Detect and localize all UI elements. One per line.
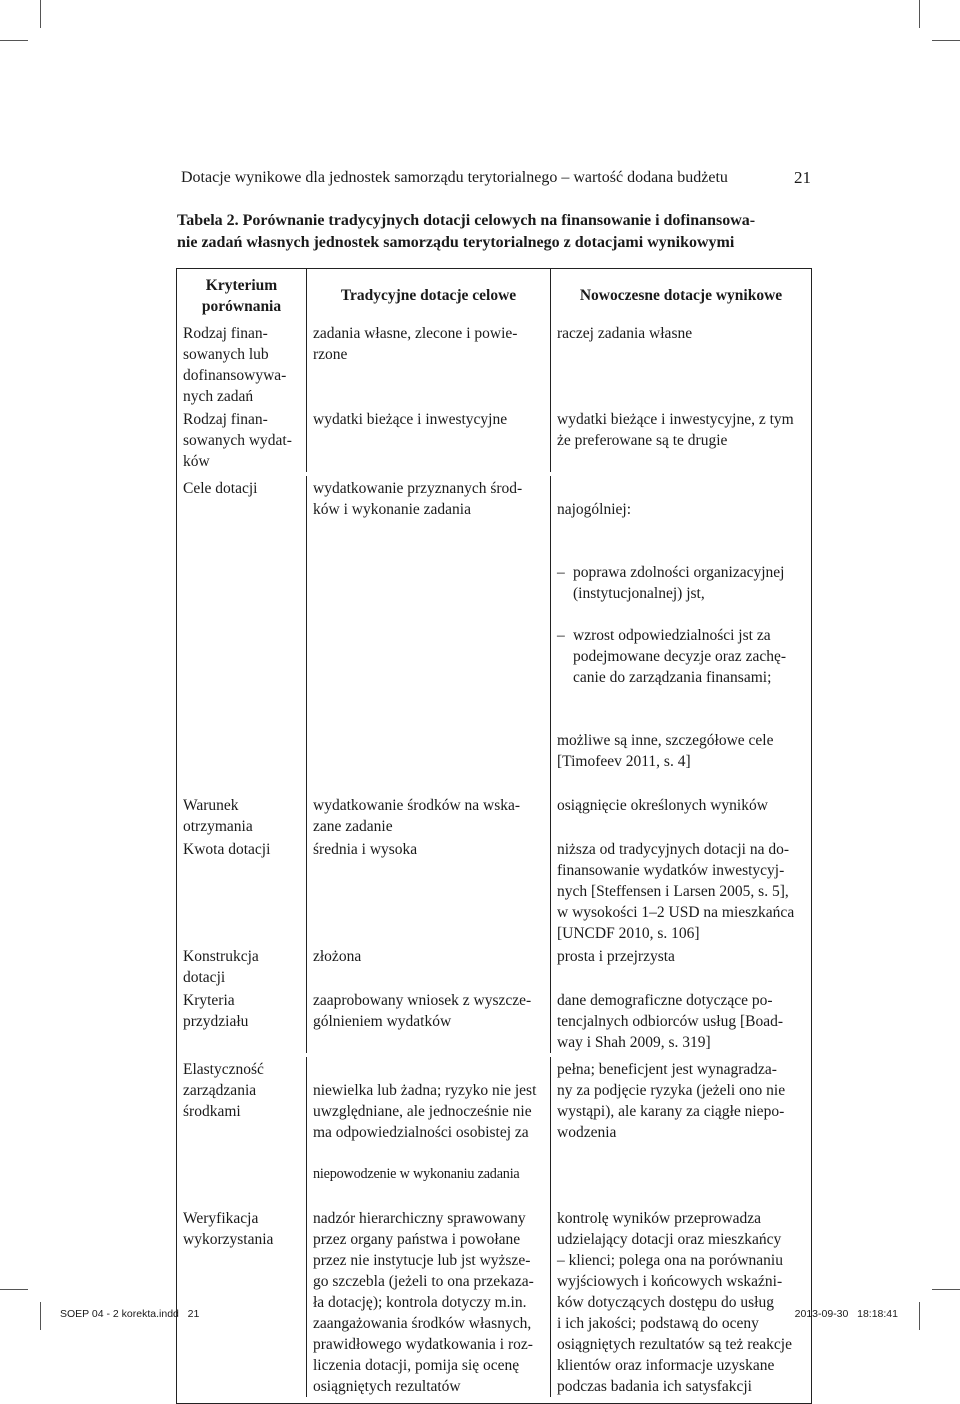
table-row [177,793,811,837]
traditional-cell: zadania własne, zlecone i powie- rzone [306,321,551,407]
criterion-cell: Weryfikacja wykorzystania [183,1210,274,1248]
caption-title: Porównanie tradycyjnych dotacji celowych na finansowanie i dofinansowa- [242,212,756,229]
criterion-cell: Kwota dotacji [183,841,271,858]
crop-mark [919,1302,920,1330]
modern-cell: pełna; beneficjent jest wynagradza- ny za podjęcie ryzyka (jeżeli ono nie wystąpi), ale karany za ciągłe niepo- wodzenia [557,1061,786,1141]
table-row [177,944,811,988]
criterion-cell: Kryteria przydziału [183,992,249,1030]
criterion-cell: Konstrukcja dotacji [183,948,259,986]
table-row [177,988,811,1053]
goals-list-item: – wzrost odpowiedzialności jst za podejmowane decyzje oraz zachę- canie do zarządzania finansami; [557,625,805,688]
modern-cell: niższa od tradycyjnych dotacji na do- finansowanie wydatków inwestycyj- nych [Steffensen i Larsen 2005, s. 5], w wysokości 1–2 USD na mieszkańca [UNCDF 2010, s. 106] [557,841,795,942]
modern-cell-intro: najogólniej: [557,501,632,518]
header-modern: Nowoczesne dotacje wynikowe [579,287,783,304]
traditional-cell: wydatkowanie przyznanych środ- ków i wykonanie zadania [306,476,551,793]
table-row [177,407,811,472]
traditional-cell [306,1057,551,1206]
caption-title-cont: nie zadań własnych jednostek samorządu terytorialnego z dotacjami wynikowymi [177,234,735,251]
print-slug-file: SOEP 04 - 2 korekta.indd 21 [60,1308,200,1320]
table-row [177,472,811,793]
criterion-cell: Rodzaj finan- sowanych lub dofinansowywa- nych zadań [183,325,287,405]
page-number: 21 [794,168,811,187]
modern-cell: kontrolę wyników przeprowadza udzielający dotacji oraz mieszkańcy – klienci; polega ona na porównaniu wyjściowych i końcowych wskaźni- ków dotyczących dostępu do usług i ich jakości; podstawą do oceny osiągniętych rezultatów są też reakcje klientów oraz informacje uzyskane podczas badania ich satysfakcji [557,1210,792,1395]
comparison-table [176,268,812,1404]
crop-mark [40,0,41,28]
goals-list-item: – poprawa zdolności organizacyjnej (instytucjonalnej) jst, [557,562,805,604]
running-head [181,168,811,188]
traditional-cell: złożona [306,944,551,988]
modern-cell: osiągnięcie określonych wyników [557,797,768,814]
criterion-cell: Warunek otrzymania [183,797,253,835]
criterion-cell: Rodzaj finan- sowanych wydat- ków [183,411,292,470]
traditional-cell: zaaprobowany wniosek z wyszcze- gólnieniem wydatków [306,988,551,1053]
running-head-title: Dotacje wynikowe dla jednostek samorządu terytorialnego – wartość dodana budżetu [181,169,728,186]
traditional-cell-text: niewielka lub żadna; ryzyko nie jest uwzględniane, ale jednocześnie nie ma odpowiedzialności osobistej za [313,1082,537,1141]
modern-cell: prosta i przejrzysta [557,948,675,965]
print-slug-timestamp: 2013-09-30 18:18:41 [794,1308,898,1320]
modern-cell: wydatki bieżące i inwestycyjne, z tym że preferowane są te drugie [557,411,794,449]
traditional-cell: wydatkowanie środków na wska- zane zadanie [306,793,551,837]
header-criterion: Kryterium porównania [201,277,282,315]
traditional-cell: średnia i wysoka [306,837,551,944]
table-row [177,321,811,407]
crop-mark [0,40,28,41]
table-row [177,1053,811,1206]
criterion-cell: Elastyczność zarządzania środkami [183,1061,264,1120]
traditional-cell: wydatki bieżące i inwestycyjne [306,407,551,472]
goals-list [557,541,805,709]
table-row [177,1206,811,1403]
modern-cell: dane demograficzne dotyczące po- tencjalnych odbiorców usług [Boad- way i Shah 2009, s. 319] [557,992,783,1051]
crop-mark [0,1289,28,1290]
criterion-cell: Cele dotacji [183,480,258,497]
traditional-cell: nadzór hierarchiczny sprawowany przez organy państwa i powołane przez nie instytucje lub jst wyższe- go szczebla (jeżeli to ona przekaza- ła dotację); kontrola dotyczy m.in. zaangażowania środków własnych, prawidłowego wydatkowania i roz- liczenia dotacji, pomija się ocenę osiągniętych rezultatów [306,1206,551,1397]
modern-cell [551,476,811,793]
caption-label: Tabela 2. [177,212,239,229]
modern-cell: raczej zadania własne [557,325,693,342]
table-header-row [177,269,811,321]
crop-mark [40,1302,41,1330]
table-row [177,837,811,944]
traditional-cell-text-condensed: niepowodzenie w wykonaniu zadania [313,1166,520,1182]
crop-mark [919,0,920,28]
modern-cell-tail: możliwe są inne, szczegółowe cele [Timofeev 2011, s. 4] [557,732,774,770]
crop-mark [932,40,960,41]
crop-mark [932,1289,960,1290]
table-caption [177,210,813,254]
header-traditional: Tradycyjne dotacje celowe [306,269,551,321]
